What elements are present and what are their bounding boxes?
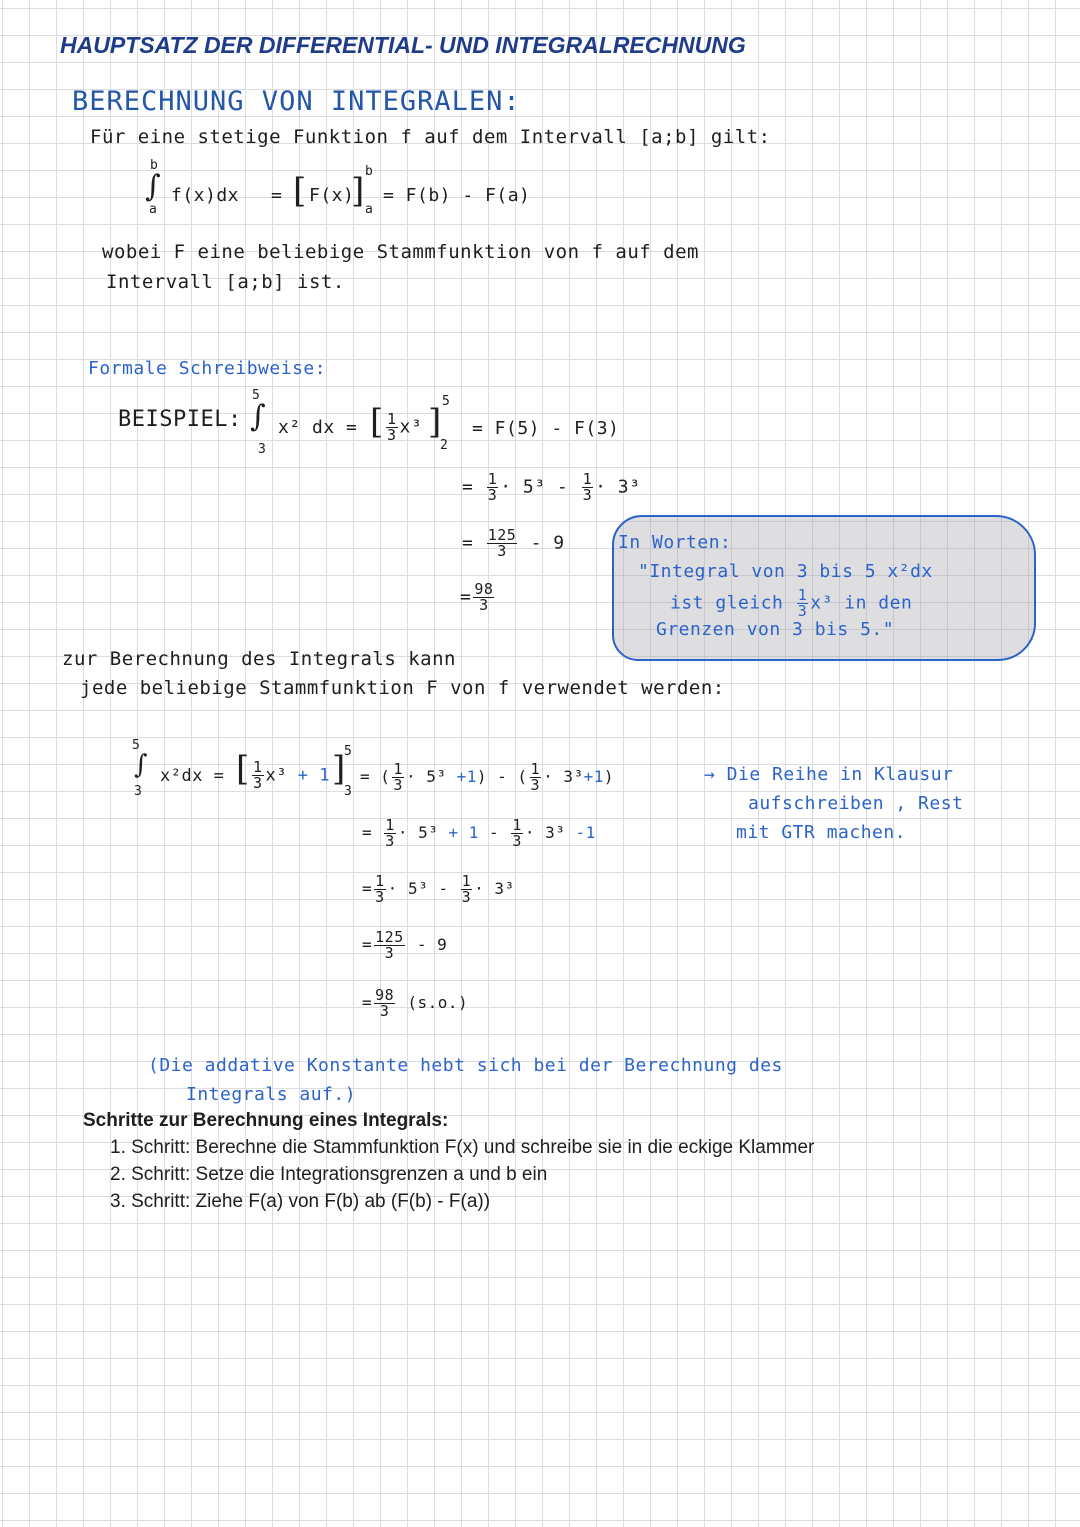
bracket-lower-limit: 2 [440,438,449,453]
integral-lower-limit: 3 [258,442,267,457]
expression-part: · 5³ - [500,476,569,498]
fraction-numerator: 1 [253,758,263,776]
fraction-denominator: 3 [387,426,397,444]
example2-line-3 [362,874,515,905]
equals-sign: = [362,879,373,898]
bracket-expression [384,412,422,443]
words-line-3: Grenzen von 3 bis 5." [656,619,895,640]
fraction-denominator: 3 [393,776,403,794]
bracket-variable: x³ [265,765,288,786]
expression-part: ist gleich [670,592,784,614]
bracket-lower-limit: 3 [344,784,353,799]
right-bracket: ] [428,402,442,442]
expression-part: · 3³ [474,879,515,898]
integral-upper-limit: 5 [252,388,261,403]
example2-line-5 [362,988,468,1019]
left-bracket: [ [293,171,307,211]
step-item: 1. Schritt: Berechne die Stammfunktion F(x) und schreibe sie in die eckige Klammer [110,1137,815,1158]
example1-line-4 [460,582,496,613]
expression-part: - [489,823,500,842]
fraction-denominator: 3 [384,944,395,962]
note1-line-2: jede beliebige Stammfunktion F von f verwendet werden: [80,677,725,699]
section-heading: BERECHNUNG VON INTEGRALEN: [72,86,521,117]
equals-sign: = [460,586,472,608]
example1-line-3 [462,528,565,559]
right-bracket: ] [351,171,365,211]
step-item: 2. Schritt: Setze die Integrationsgrenzen a und b ein [110,1164,548,1185]
integral-sign: ∫ [134,750,149,780]
expression-part: · 3³ [595,476,641,498]
additive-constant: -1 [575,823,596,842]
words-line-2 [670,588,912,619]
fraction-denominator: 3 [512,832,522,850]
fraction-denominator: 3 [530,776,541,794]
equals-sign: = [362,935,373,954]
example1-line-2 [462,472,640,503]
integral-sign: ∫ [145,169,162,204]
bracket-upper-limit: 5 [442,394,451,409]
bracket-variable: x³ [399,416,423,438]
fraction-numerator: 1 [385,816,395,834]
expression-part: · 3³ [524,823,566,842]
fraction-numerator: 1 [393,760,403,778]
bracket-upper-limit: 5 [344,744,353,759]
expression-part: ) - ( [476,767,528,786]
source-reference: (s.o.) [407,993,469,1012]
intro-text: Für eine stetige Funktion f auf dem Intervall [a;b] gilt: [90,126,771,148]
expression-part: · 5³ [405,767,447,786]
fraction-numerator: 125 [487,526,517,544]
expression-part: x³ in den [810,592,913,614]
fraction-numerator: 1 [512,816,522,834]
fraction-numerator: 1 [461,872,472,890]
right-bracket: ] [332,749,346,789]
equals-sign: = [362,823,373,842]
side-note-line-2: aufschreiben , Rest [748,793,964,814]
bracket-content: F(x) [309,185,355,206]
note2-line-1: (Die addative Konstante hebt sich bei der Berechnung des [148,1055,783,1076]
left-bracket: [ [370,402,384,442]
integrand: x²dx = [160,766,225,786]
integrand: x² dx = [278,417,358,438]
fraction-numerator: 98 [375,986,395,1004]
expression-part: = ( [360,767,391,786]
expression-part: ) [603,767,615,786]
wobei-line-2: Intervall [a;b] ist. [106,271,345,293]
example2-line-4 [362,930,447,961]
expression-part: - 9 [530,532,565,554]
fraction-denominator: 3 [582,486,593,504]
integral-lower-limit: 3 [134,784,143,799]
formal-label: Formale Schreibweise: [88,358,327,379]
equals-sign: = [462,532,474,554]
fraction-denominator: 3 [479,596,489,614]
fraction-denominator: 3 [497,542,507,560]
fraction-denominator: 3 [253,774,263,792]
fraction-numerator: 1 [582,470,593,488]
expression-part: · 5³ - [387,879,449,898]
bracket-upper-limit: b [365,164,374,179]
note1-line-1: zur Berechnung des Integrals kann [62,648,456,670]
integral-upper-limit: b [150,158,159,173]
fraction-denominator: 3 [375,888,385,906]
fraction-denominator: 3 [487,486,498,504]
steps-title: Schritte zur Berechnung eines Integrals: [83,1110,449,1131]
equals-sign: = [271,185,283,206]
words-heading: In Worten: [618,532,732,553]
fraction-numerator: 1 [797,586,808,604]
example2-line-2 [362,818,596,849]
fraction-numerator: 1 [487,470,498,488]
fraction-denominator: 3 [461,888,472,906]
side-note-line-3: mit GTR machen. [736,822,907,843]
expression-part: - 9 [416,935,448,954]
words-line-1: "Integral von 3 bis 5 x²dx [638,561,933,582]
additive-constant: + 1 [297,765,330,786]
additive-constant: +1 [456,767,477,786]
bracket-lower-limit: a [365,202,374,217]
integrand: f(x)dx [171,185,240,206]
fraction-numerator: 1 [530,760,541,778]
example2-line-1 [360,762,614,793]
bracket-expression [250,760,330,791]
example1-line-1: = F(5) - F(3) [472,418,620,439]
integral-sign: ∫ [250,399,267,434]
integral-upper-limit: 5 [132,738,141,753]
wobei-line-1: wobei F eine beliebige Stammfunktion von f auf dem [102,241,699,263]
step-item: 3. Schritt: Ziehe F(a) von F(b) ab (F(b) - F(a)) [110,1191,491,1212]
additive-constant: + 1 [448,823,479,842]
beispiel-label: BEISPIEL: [118,407,242,432]
additive-constant: +1 [583,767,604,786]
fraction-numerator: 125 [375,928,404,946]
equals-sign: = [462,476,474,498]
equals-sign: = [362,993,373,1012]
fraction-numerator: 1 [375,872,385,890]
page-title: HAUPTSATZ DER DIFFERENTIAL- UND INTEGRALRECHNUNG [60,32,746,58]
integral-lower-limit: a [149,202,158,217]
expression-part: · 3³ [543,767,584,786]
side-note-line-1: → Die Reihe in Klausur [704,764,954,785]
fraction-numerator: 98 [474,580,494,598]
expression-part: · 5³ [397,823,439,842]
left-bracket: [ [236,749,250,789]
fraction-denominator: 3 [385,832,395,850]
note2-line-2: Integrals auf.) [186,1084,357,1105]
formula-result: = F(b) - F(a) [383,185,531,206]
fraction-denominator: 3 [797,602,808,620]
fraction-denominator: 3 [379,1002,390,1020]
fraction-numerator: 1 [387,410,397,428]
